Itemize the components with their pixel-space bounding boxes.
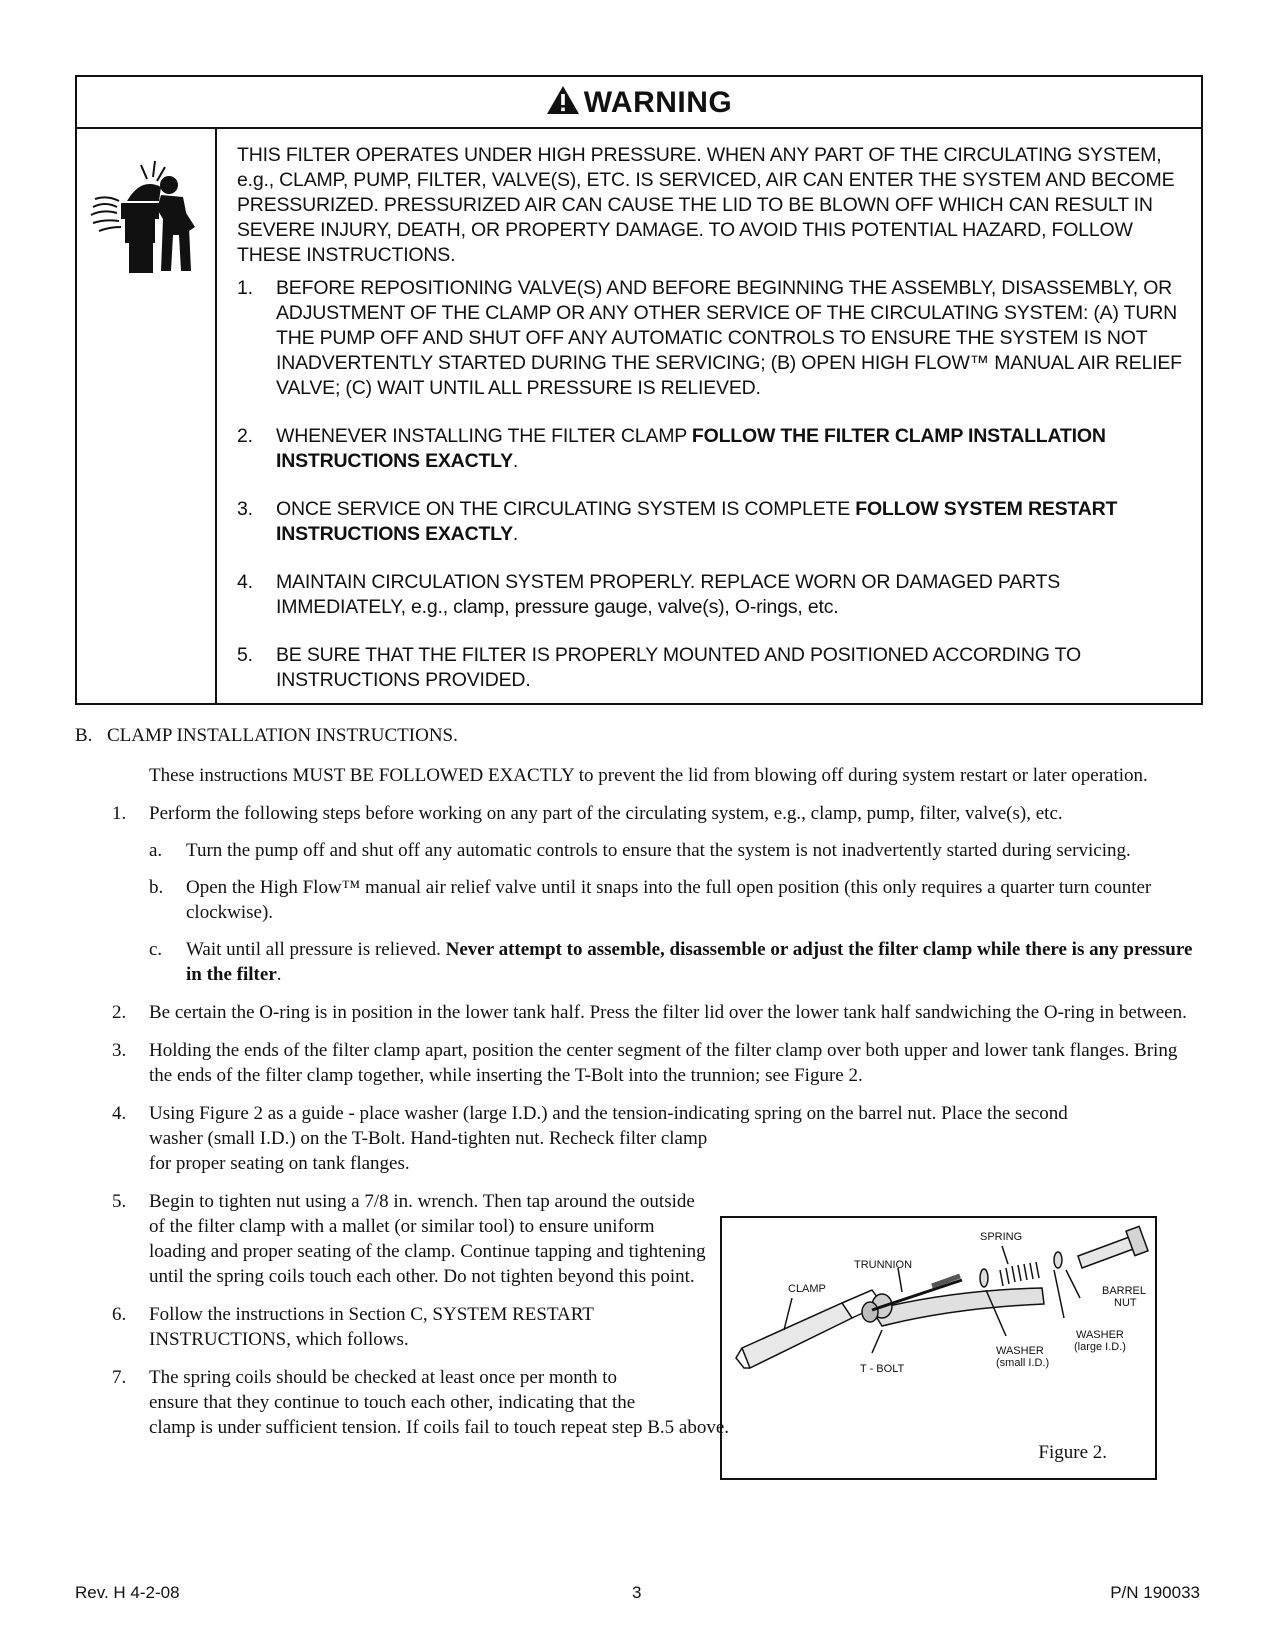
- step-number: 6.: [112, 1304, 127, 1325]
- lid-blown-off-hazard-icon: [85, 157, 205, 277]
- step-text-line: The spring coils should be checked at least once per month to: [149, 1367, 618, 1388]
- sub-emphasis: Never attempt to assemble, disassemble or adjust the filter clamp while there is any pressure in the filter: [186, 939, 1193, 985]
- sub-text: [186, 937, 1195, 987]
- clamp-band-right: [872, 1288, 1044, 1326]
- sub-item: [149, 937, 1195, 987]
- t-bolt-label: T - BOLT: [860, 1363, 905, 1375]
- warning-item: [237, 643, 1182, 693]
- step-text: Perform the following steps before working on any part of the circulating system, e.g., clamp, pump, filter, valve(s), etc.: [149, 803, 1063, 824]
- sub-end: .: [276, 964, 282, 985]
- warning-item-text: MAINTAIN CIRCULATION SYSTEM PROPERLY. REPLACE WORN OR DAMAGED PARTS IMMEDIATELY, e.g., clamp, pressure gauge, valve(s), O-rings, etc.: [276, 571, 1061, 618]
- washer-small-label-1: WASHER: [996, 1345, 1044, 1357]
- barrel-nut-label-1: BARREL: [1102, 1285, 1147, 1297]
- step-number: 5.: [112, 1191, 127, 1212]
- footer-part-number: P/N 190033: [1110, 1583, 1200, 1602]
- spring-label: SPRING: [980, 1231, 1023, 1243]
- section-heading: CLAMP INSTALLATION INSTRUCTIONS.: [107, 725, 458, 746]
- list-item: [75, 1038, 1195, 1088]
- step-number: 3.: [112, 1040, 127, 1061]
- clamp-band: [742, 1303, 852, 1368]
- warning-item-number: 2.: [237, 425, 253, 447]
- step-number: 1.: [112, 803, 127, 824]
- sub-text: Open the High Flow™ manual air relief valve until it snaps into the full open position (this only requires a quarter turn counter clockwise).: [186, 877, 1152, 923]
- warning-item-end: .: [512, 450, 519, 472]
- section-intro: These instructions MUST BE FOLLOWED EXACTLY to prevent the lid from blowing off during system restart or later operation.: [149, 765, 1148, 786]
- warning-item-number: 1.: [237, 277, 253, 299]
- warning-item: [237, 497, 1182, 547]
- warning-item-emphasis: FOLLOW THE FILTER CLAMP INSTALLATION INSTRUCTIONS EXACTLY: [276, 425, 1106, 472]
- washer-large: [1054, 1252, 1062, 1268]
- warning-item: [237, 424, 1182, 474]
- list-item: [75, 801, 1195, 826]
- sub-letter: c.: [149, 939, 163, 960]
- warning-intro: THIS FILTER OPERATES UNDER HIGH PRESSURE. WHEN ANY PART OF THE CIRCULATING SYSTEM, e.g., CLAMP, PUMP, FILTER, VALVE(S), ETC. IS SERVICED, AIR CAN ENTER THE SYSTEM AND BECOME PRESSURIZED. PRESSURIZED AIR CAN CAUSE THE LID TO BE BLOWN OFF WHICH CAN RESULT IN SEVERE INJURY, DEATH, OR PROPERTY DAMAGE. TO AVOID THIS POTENTIAL HAZARD, FOLLOW THESE INSTRUCTIONS.: [237, 144, 1175, 266]
- sub-item: [149, 875, 1195, 925]
- step-text: Holding the ends of the filter clamp apart, position the center segment of the filter clamp over both upper and lower tank flanges. Bring the ends of the filter clamp together, while inserting the T-Bolt into the trunnion; see Figure 2.: [149, 1040, 1178, 1086]
- step-text: Follow the instructions in Section C, SYSTEM RESTART INSTRUCTIONS, which follows.: [149, 1304, 594, 1350]
- warning-header: [77, 77, 1201, 129]
- spring: [1000, 1262, 1039, 1286]
- barrel-nut: [1078, 1236, 1136, 1268]
- washer-small: [980, 1269, 988, 1287]
- warning-text: [237, 143, 1182, 693]
- step-text-line: Using Figure 2 as a guide - place washer (large I.D.) and the tension-indicating spring on the barrel nut. Place the second: [149, 1103, 1068, 1124]
- warning-icon-column: [77, 129, 217, 705]
- washer-large-label-1: WASHER: [1076, 1329, 1124, 1341]
- sub-item: [149, 838, 1195, 863]
- step-text-line: clamp is under sufficient tension. If coils fail to touch repeat step B.5 above.: [149, 1417, 730, 1438]
- step-text: Be certain the O-ring is in position in the lower tank half. Press the filter lid over the lower tank half sandwiching the O-ring in between.: [149, 1002, 1187, 1023]
- sub-letter: a.: [149, 840, 163, 861]
- sub-letter: b.: [149, 877, 164, 898]
- sub-plain: Wait until all pressure is relieved.: [186, 939, 446, 960]
- warning-triangle-icon: [546, 85, 580, 115]
- step-text: Begin to tighten nut using a 7/8 in. wrench. Then tap around the outside of the filter clamp with a mallet (or similar tool) to ensure uniform loading and proper seating of the clamp. Continue tapping and tightening until the spring coils touch each other. Do not tighten beyond this point.: [149, 1191, 706, 1287]
- warning-item-text: BE SURE THAT THE FILTER IS PROPERLY MOUNTED AND POSITIONED ACCORDING TO INSTRUCTIONS PROVIDED.: [276, 644, 1081, 691]
- step-text-line: ensure that they continue to touch each other, indicating that the: [149, 1392, 636, 1413]
- warning-item: [237, 276, 1182, 401]
- footer-page-number: 3: [632, 1583, 642, 1602]
- footer-revision: Rev. H 4-2-08: [75, 1583, 180, 1602]
- clamp-label: CLAMP: [788, 1283, 826, 1295]
- section-letter: B.: [75, 725, 93, 746]
- step-text: [149, 1101, 1195, 1176]
- clamp-assembly-diagram: [722, 1218, 1155, 1438]
- warning-item-text: BEFORE REPOSITIONING VALVE(S) AND BEFORE BEGINNING THE ASSEMBLY, DISASSEMBLY, OR ADJUSTMENT OF THE CLAMP OR ANY OTHER SERVICE OF THE CIRCULATING SYSTEM: (A) TURN THE PUMP OFF AND SHUT OFF ANY AUTOMATIC CONTROLS TO ENSURE THE SYSTEM IS NOT INADVERTENTLY STARTED DURING THE SERVICING; (B) OPEN HIGH FLOW™ MANUAL AIR RELIEF VALVE; (C) WAIT UNTIL ALL PRESSURE IS RELIEVED.: [276, 277, 1182, 399]
- figure-caption: Figure 2.: [1038, 1442, 1107, 1463]
- warning-item-number: 3.: [237, 498, 253, 520]
- warning-box: [75, 75, 1203, 705]
- warning-title: WARNING: [583, 86, 733, 119]
- warning-item: [237, 570, 1182, 620]
- warning-item-end: .: [512, 523, 519, 545]
- step-number: 7.: [112, 1367, 127, 1388]
- warning-item-plain: ONCE SERVICE ON THE CIRCULATING SYSTEM IS COMPLETE: [276, 498, 856, 520]
- warning-item-number: 4.: [237, 571, 253, 593]
- list-item: [75, 1101, 1195, 1176]
- warning-item-emphasis: FOLLOW SYSTEM RESTART INSTRUCTIONS EXACTLY: [276, 498, 1118, 545]
- step-number: 2.: [112, 1002, 127, 1023]
- washer-large-label-2: (large I.D.): [1074, 1341, 1126, 1353]
- barrel-nut-label-2: NUT: [1114, 1297, 1137, 1309]
- figure-2: [720, 1216, 1157, 1480]
- warning-item-plain: WHENEVER INSTALLING THE FILTER CLAMP: [276, 425, 692, 447]
- washer-small-label-2: (small I.D.): [996, 1357, 1050, 1369]
- sub-text: Turn the pump off and shut off any automatic controls to ensure that the system is not inadvertently started during servicing.: [186, 840, 1131, 861]
- warning-item-number: 5.: [237, 644, 253, 666]
- step-number: 4.: [112, 1103, 127, 1124]
- warning-item-text: [276, 497, 1182, 547]
- list-item: [75, 1000, 1195, 1025]
- step-text-rest: washer (small I.D.) on the T-Bolt. Hand-tighten nut. Recheck filter clamp for proper seating on tank flanges.: [149, 1128, 708, 1174]
- section-b-heading: [75, 723, 1195, 748]
- trunnion-label: TRUNNION: [854, 1259, 913, 1271]
- warning-item-text: [276, 424, 1182, 474]
